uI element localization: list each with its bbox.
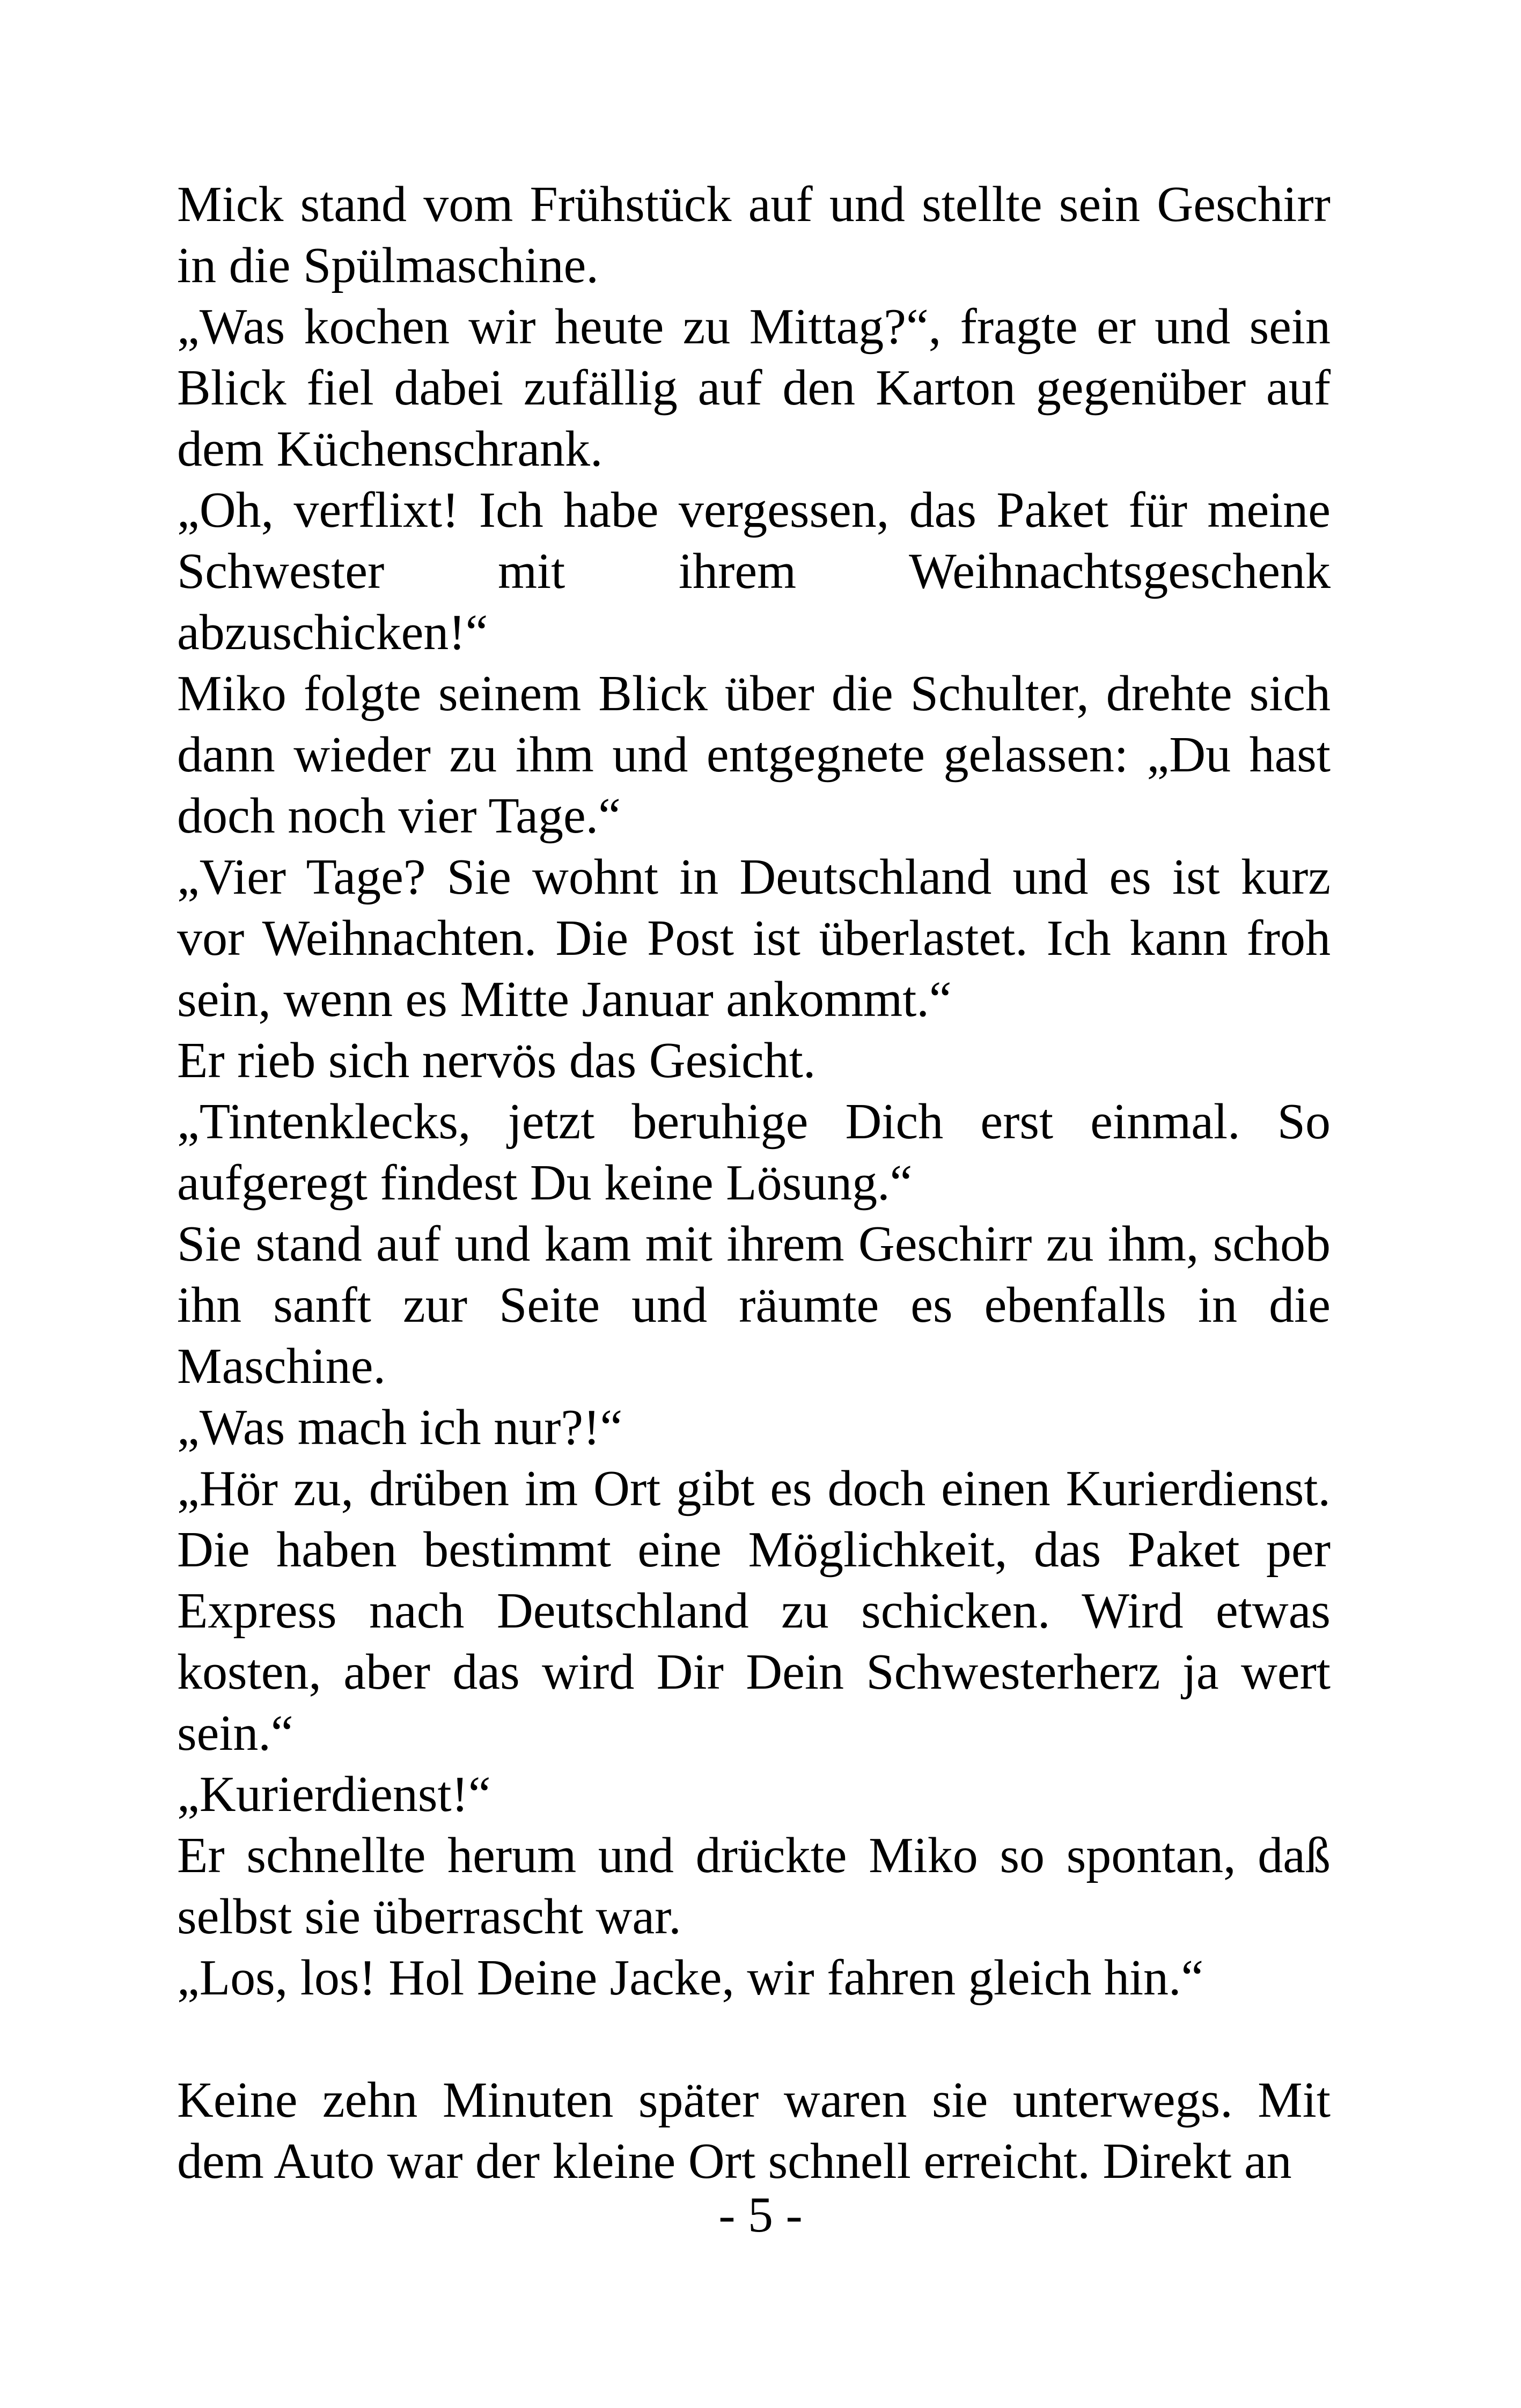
paragraph-10: „Hör zu, drüben im Ort gibt es doch einen Kurierdienst. Die haben bestimmt eine Möglichkeit, das Paket per Express nach Deutschland zu schicken. Wird etwas kosten, aber das wird Dir Dein Schwesterherz ja wert sein.“ — [177, 1461, 1331, 1761]
paragraph-3: „Oh, verflixt! Ich habe vergessen, das Paket für meine Schwester mit ihrem Weihnachtsgeschenk abzuschicken!“ — [177, 482, 1331, 660]
paragraph-6: Er rieb sich nervös das Gesicht. — [177, 1033, 816, 1088]
paragraph-1: Mick stand vom Frühstück auf und stellte sein Geschirr in die Spülmaschine. — [177, 176, 1331, 293]
paragraph-8: Sie stand auf und kam mit ihrem Geschirr zu ihm, schob ihn sanft zur Seite und räumte es ebenfalls in die Maschine. — [177, 1216, 1331, 1394]
paragraph-5: „Vier Tage? Sie wohnt in Deutschland und es ist kurz vor Weihnachten. Die Post ist überlastet. Ich kann froh sein, wenn es Mitte Januar ankommt.“ — [177, 849, 1331, 1027]
paragraph-12: Er schnellte herum und drückte Miko so spontan, daß selbst sie überrascht war. — [177, 1828, 1331, 1945]
paragraph-14: Keine zehn Minuten später waren sie unterwegs. Mit dem Auto war der kleine Ort schnell erreicht. Direkt an — [177, 2072, 1331, 2189]
paragraph-7: „Tintenklecks, jetzt beruhige Dich erst einmal. So aufgeregt findest Du keine Lösung.“ — [177, 1094, 1331, 1211]
paragraph-4: Miko folgte seinem Blick über die Schulter, drehte sich dann wieder zu ihm und entgegnete gelassen: „Du hast doch noch vier Tage.“ — [177, 666, 1331, 844]
paragraph-9: „Was mach ich nur?!“ — [177, 1400, 623, 1455]
body-text — [177, 174, 1331, 2192]
paragraph-13: „Los, los! Hol Deine Jacke, wir fahren gleich hin.“ — [177, 1950, 1204, 2006]
paragraph-11: „Kurierdienst!“ — [177, 1766, 491, 1822]
paragraph-2: „Was kochen wir heute zu Mittag?“, fragte er und sein Blick fiel dabei zufällig auf den Karton gegenüber auf dem Küchenschrank. — [177, 299, 1331, 477]
section-break — [177, 2008, 1331, 2070]
page-number: - 5 - — [718, 2187, 803, 2243]
